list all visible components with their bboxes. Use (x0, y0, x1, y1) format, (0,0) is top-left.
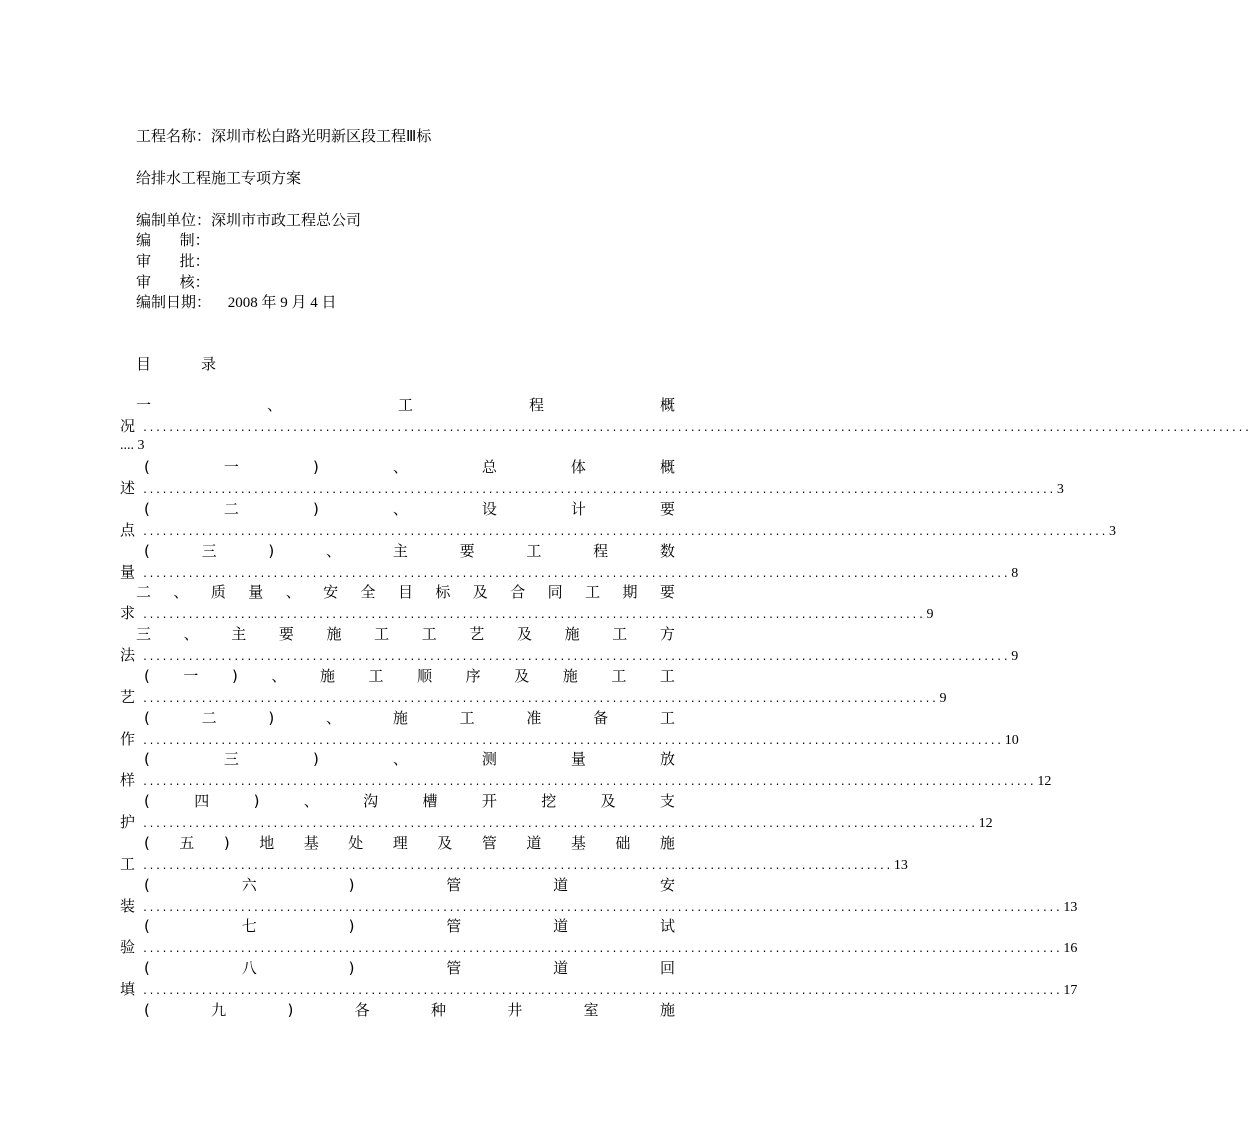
toc-entry-char: 三 (223, 750, 239, 769)
toc-entry-char: ) (231, 666, 238, 685)
toc-entry-last-line (120, 854, 908, 874)
toc-entry-char: 道 (553, 917, 569, 936)
toc-entry-char: 工 (421, 625, 437, 643)
toc-entry-char: 施 (319, 666, 335, 685)
toc-entry[interactable] (120, 791, 993, 833)
toc-entry[interactable] (120, 958, 1078, 1000)
toc-entry-char: ) (312, 458, 319, 476)
toc-entry-char: 顺 (417, 666, 433, 685)
toc-page-number: 12 (978, 816, 993, 831)
toc-entry-char: 安 (659, 875, 675, 894)
toc-entry[interactable] (120, 875, 1078, 917)
toc-entry-char: 、 (271, 666, 287, 685)
toc-entry-char: 概 (659, 396, 675, 414)
toc-entry-char: 程 (528, 396, 544, 414)
toc-entry-last-char: 点 (120, 520, 136, 539)
toc-entry-char: 回 (659, 959, 675, 977)
toc-entry-char: 施 (562, 666, 578, 685)
toc-entry-char: 要 (659, 499, 675, 518)
toc-title-char-2: 录 (200, 355, 216, 373)
toc-page-number: 8 (1011, 565, 1019, 581)
toc-entry-char: 工 (659, 708, 675, 727)
toc-entry-char: 道 (526, 833, 542, 852)
toc-entry-last-line (120, 603, 933, 623)
toc-entry-char: 工 (397, 396, 413, 414)
toc-entry-first-line (144, 875, 675, 895)
toc-leader-dots: .................................................................................................................................................... (142, 526, 1108, 538)
toc-entry-first-line (144, 457, 675, 477)
toc-entry-char: ( (144, 666, 150, 685)
toc-entry[interactable] (120, 1000, 675, 1042)
toc-entry-char: 管 (446, 959, 462, 977)
toc-entry-char: ( (144, 750, 150, 769)
toc-entry-char: 安 (323, 583, 339, 602)
toc-title (136, 354, 216, 374)
toc-entry-char: 管 (446, 875, 462, 894)
toc-leader-dots: ............................................................................................................................................. (142, 986, 1062, 997)
toc-entry-char: ( (144, 499, 150, 518)
compiled-by-field: 编 制： (136, 231, 210, 249)
toc-entry-char: 、 (183, 625, 199, 643)
toc-entry-char: 基 (570, 833, 586, 852)
toc-page-number: 17 (1063, 983, 1078, 998)
toc-entry-char: 量 (248, 583, 264, 602)
toc-entry-char: 管 (446, 917, 462, 936)
toc-entry-char: ( (144, 959, 150, 977)
toc-entry-char: 方 (659, 625, 675, 643)
toc-entry-last-char: 求 (120, 604, 136, 623)
toc-entry-char: 及 (437, 833, 453, 852)
toc-page-number: .... 3 (120, 438, 145, 453)
toc-leader-dots: .......................................................................................................................................................................... (142, 423, 1251, 434)
toc-entry-char: ( (144, 541, 150, 560)
document-title: 给排水工程施工专项方案 (136, 169, 302, 187)
project-name: 工程名称：深圳市松白路光明新区段工程Ⅲ标 (136, 127, 432, 145)
toc-entry-last-char: 法 (120, 646, 136, 664)
toc-entry-char: ( (144, 792, 150, 810)
toc-entry-char: ) (268, 541, 275, 560)
compiling-unit: 编制单位：深圳市市政工程总公司 (136, 211, 362, 229)
toc-entry-char: 开 (481, 792, 497, 810)
toc-entry[interactable] (120, 541, 1019, 583)
toc-entry-last-line (120, 416, 1251, 436)
toc-entry[interactable] (120, 457, 1064, 499)
toc-entry-char: 放 (659, 750, 675, 769)
toc-entry-char: 备 (593, 708, 609, 727)
toc-entry-char: 一 (223, 458, 239, 476)
toc-entry-last-char: 况 (120, 417, 136, 435)
toc-entry-last-char: 验 (120, 938, 136, 957)
toc-entry-char: 、 (285, 583, 301, 602)
toc-leader-dots: ............................................................................................................................................. (142, 944, 1062, 956)
toc-entry-last-char: 样 (120, 771, 136, 790)
toc-entry-char: 挖 (541, 792, 557, 810)
toc-entry-char: 二 (136, 583, 152, 602)
toc-leader-dots: ........................................................................................................................ (142, 610, 925, 622)
toc-entry-char: 九 (211, 1000, 227, 1019)
toc-entry-char: 序 (465, 666, 481, 685)
toc-entry-char: 六 (241, 875, 257, 894)
toc-leader-dots: ..................................................................................................................................... (142, 652, 1010, 663)
toc-entry-char: ) (287, 1000, 294, 1019)
toc-entry-char: ( (144, 458, 150, 476)
toc-entry[interactable] (120, 395, 1251, 457)
approved-by-field: 审 批： (136, 252, 210, 270)
toc-entry-char: 一 (183, 666, 199, 685)
toc-entry[interactable] (120, 499, 1117, 541)
toc-entry-char: 、 (392, 458, 408, 476)
toc-entry-char: 目 (397, 583, 413, 602)
toc-entry-char: 施 (392, 708, 408, 727)
toc-entry-char: 道 (553, 875, 569, 894)
toc-entry-char: 各 (354, 1000, 370, 1019)
toc-page-number: 9 (1011, 649, 1019, 664)
toc-entry-char: ) (268, 708, 275, 727)
toc-entry-char: 体 (570, 458, 586, 476)
toc-entry-first-line (144, 1000, 675, 1020)
toc-page-number: 13 (893, 857, 908, 873)
toc-leader-dots: ..................................................................................................................................... (142, 568, 1010, 580)
toc-entry-char: 要 (278, 625, 294, 643)
toc-entry-char: 沟 (363, 792, 379, 810)
toc-entry[interactable] (120, 749, 1052, 791)
toc-entry-char: ) (223, 833, 230, 852)
toc-entry-char: 二 (201, 708, 217, 727)
toc-entry-char: 管 (481, 833, 497, 852)
toc-entry-last-char: 作 (120, 729, 136, 748)
table-of-contents (120, 395, 1251, 1042)
toc-entry-char: 、 (303, 792, 319, 810)
toc-entry-char: 础 (615, 833, 631, 852)
toc-entry-char: 一 (136, 396, 152, 414)
toc-entry-char: 设 (481, 499, 497, 518)
toc-entry-first-line (136, 395, 675, 415)
toc-page-number: 9 (926, 607, 934, 623)
toc-entry[interactable] (120, 582, 934, 624)
toc-entry-char: 全 (360, 583, 376, 602)
toc-entry-char: ( (144, 917, 150, 936)
toc-entry-last-char: 护 (120, 813, 136, 831)
toc-entry-char: 合 (510, 583, 526, 602)
toc-entry-char: 施 (659, 1000, 675, 1019)
toc-entry-char: 施 (326, 625, 342, 643)
toc-entry-char: 计 (570, 499, 586, 518)
toc-entry-char: 七 (241, 917, 257, 936)
toc-page-number: 13 (1063, 899, 1078, 915)
toc-leader-dots: .................................................................................................................................... (142, 735, 1003, 747)
toc-page-number: 10 (1004, 732, 1019, 748)
toc-entry-char: 种 (431, 1000, 447, 1019)
toc-entry-char: ) (253, 792, 260, 810)
toc-entry-char: ( (144, 1000, 150, 1019)
toc-entry-char: 数 (659, 541, 675, 560)
toc-entry-last-line (120, 812, 993, 832)
toc-entry-last-line (120, 687, 947, 707)
toc-entry-char: 工 (585, 583, 601, 602)
toc-entry-first-line (144, 833, 675, 853)
toc-entry[interactable] (120, 708, 1019, 750)
toc-entry-char: 及 (600, 792, 616, 810)
toc-entry-char: 、 (173, 583, 189, 602)
toc-entry-char: 工 (374, 625, 390, 643)
toc-entry-char: 施 (659, 833, 675, 852)
toc-leader-dots: ................................................................................................................... (142, 860, 892, 872)
toc-leader-dots: ............................................................................................................................................. (142, 902, 1062, 914)
toc-entry[interactable] (120, 666, 947, 708)
toc-entry-char: 理 (392, 833, 408, 852)
toc-entry-char: 三 (201, 541, 217, 560)
toc-entry-last-line (120, 562, 1018, 582)
toc-entry-char: ) (348, 917, 355, 936)
toc-entry-char: ) (348, 959, 355, 977)
compile-date-value: 2008 年 9 月 4 日 (227, 295, 337, 311)
toc-entry-char: 处 (348, 833, 364, 852)
toc-entry-last-line (120, 520, 1116, 540)
toc-entry-char: 主 (392, 541, 408, 560)
toc-entry-char: 质 (210, 583, 226, 602)
toc-entry-char: 槽 (422, 792, 438, 810)
toc-entry-char: 工 (612, 625, 628, 643)
toc-entry-char: ( (144, 833, 150, 852)
toc-entry-last-line (120, 729, 1019, 749)
toc-entry-char: 五 (179, 833, 195, 852)
toc-entry-char: 、 (392, 499, 408, 518)
toc-leader-dots: ......................................................................................................................................... (142, 777, 1036, 789)
toc-entry[interactable] (120, 624, 1019, 666)
toc-entry-char: 基 (303, 833, 319, 852)
compile-date-label: 编制日期： (136, 293, 212, 311)
toc-page-number: 12 (1037, 774, 1052, 790)
toc-entry-last-char: 工 (120, 854, 136, 873)
toc-entry-char: 准 (526, 708, 542, 727)
toc-leader-dots: ............................................................................................................................................ (142, 485, 1055, 496)
toc-entry-char: 三 (136, 625, 152, 643)
toc-entry-first-line (144, 916, 675, 936)
toc-leader-dots: .......................................................................................................................... (142, 693, 938, 705)
toc-page-number: 3 (1056, 482, 1064, 497)
toc-entry-char: 二 (223, 499, 239, 518)
toc-entry-last-line (120, 645, 1018, 665)
toc-entry-char: 工 (459, 708, 475, 727)
toc-entry-char: ( (144, 708, 150, 727)
toc-entry-char: 试 (659, 917, 675, 936)
toc-entry-char: 工 (659, 666, 675, 685)
reviewed-by-field: 审 核： (136, 273, 210, 291)
toc-entry-char: 四 (194, 792, 210, 810)
toc-entry-char: 室 (583, 1000, 599, 1019)
toc-entry-char: ) (312, 750, 319, 769)
toc-title-char-1: 目 (136, 355, 152, 373)
toc-entry-last-line (120, 478, 1064, 498)
toc-entry-last-char: 装 (120, 896, 136, 915)
toc-entry-char: 要 (659, 583, 675, 602)
toc-entry-char: 、 (266, 396, 282, 414)
toc-entry-last-line (120, 770, 1051, 790)
toc-entry-char: 、 (326, 708, 342, 727)
toc-entry-last-char: 述 (120, 479, 136, 497)
toc-entry-first-line (144, 666, 675, 686)
toc-entry-last-char: 量 (120, 562, 136, 581)
toc-entry-last-char: 填 (120, 980, 136, 998)
toc-entry-char: 概 (659, 458, 675, 476)
toc-entry-char: 支 (659, 792, 675, 810)
toc-entry-first-line (144, 958, 675, 978)
toc-entry-char: ) (348, 875, 355, 894)
toc-entry-char: 及 (472, 583, 488, 602)
toc-entry-char: ( (144, 875, 150, 894)
toc-entry-char: 八 (241, 959, 257, 977)
toc-entry-first-line (144, 499, 675, 519)
toc-entry-char: 工 (526, 541, 542, 560)
toc-entry-char: 主 (231, 625, 247, 643)
toc-entry-last-line (120, 896, 1077, 916)
toc-entry-last-char: 艺 (120, 687, 136, 706)
toc-entry-char: 及 (514, 666, 530, 685)
toc-entry-first-line (144, 791, 675, 811)
toc-entry-char: ) (312, 499, 319, 518)
toc-page-number: 16 (1063, 941, 1078, 957)
toc-entry-char: 同 (547, 583, 563, 602)
toc-entry[interactable] (120, 833, 908, 875)
toc-page-number: 9 (939, 690, 947, 706)
toc-entry-char: 工 (611, 666, 627, 685)
toc-entry-char: 工 (368, 666, 384, 685)
toc-entry-char: 标 (435, 583, 451, 602)
toc-entry-char: 艺 (469, 625, 485, 643)
toc-entry-first-line (136, 624, 675, 644)
toc-entry-char: 、 (392, 750, 408, 769)
toc-entry-first-line (144, 541, 675, 561)
toc-entry-char: 施 (564, 625, 580, 643)
toc-entry-last-line (120, 979, 1077, 999)
toc-entry-char: 量 (570, 750, 586, 769)
toc-entry-char: 地 (259, 833, 275, 852)
toc-entry-char: 测 (481, 750, 497, 769)
toc-leader-dots: ................................................................................................................................ (142, 819, 977, 830)
toc-entry-last-line (120, 937, 1077, 957)
toc-entry-char: 道 (553, 959, 569, 977)
toc-entry-char: 井 (507, 1000, 523, 1019)
compile-date-field (136, 292, 337, 313)
toc-entry-char: 要 (459, 541, 475, 560)
toc-entry-char: 、 (326, 541, 342, 560)
toc-entry-first-line (144, 708, 675, 728)
toc-entry-char: 及 (517, 625, 533, 643)
toc-entry-char: 期 (622, 583, 638, 602)
toc-entry-char: 总 (481, 458, 497, 476)
toc-page-number: 3 (1109, 523, 1117, 539)
toc-entry-first-line (144, 749, 675, 769)
toc-entry-char: 程 (593, 541, 609, 560)
toc-entry-first-line (136, 582, 675, 602)
toc-entry[interactable] (120, 916, 1078, 958)
